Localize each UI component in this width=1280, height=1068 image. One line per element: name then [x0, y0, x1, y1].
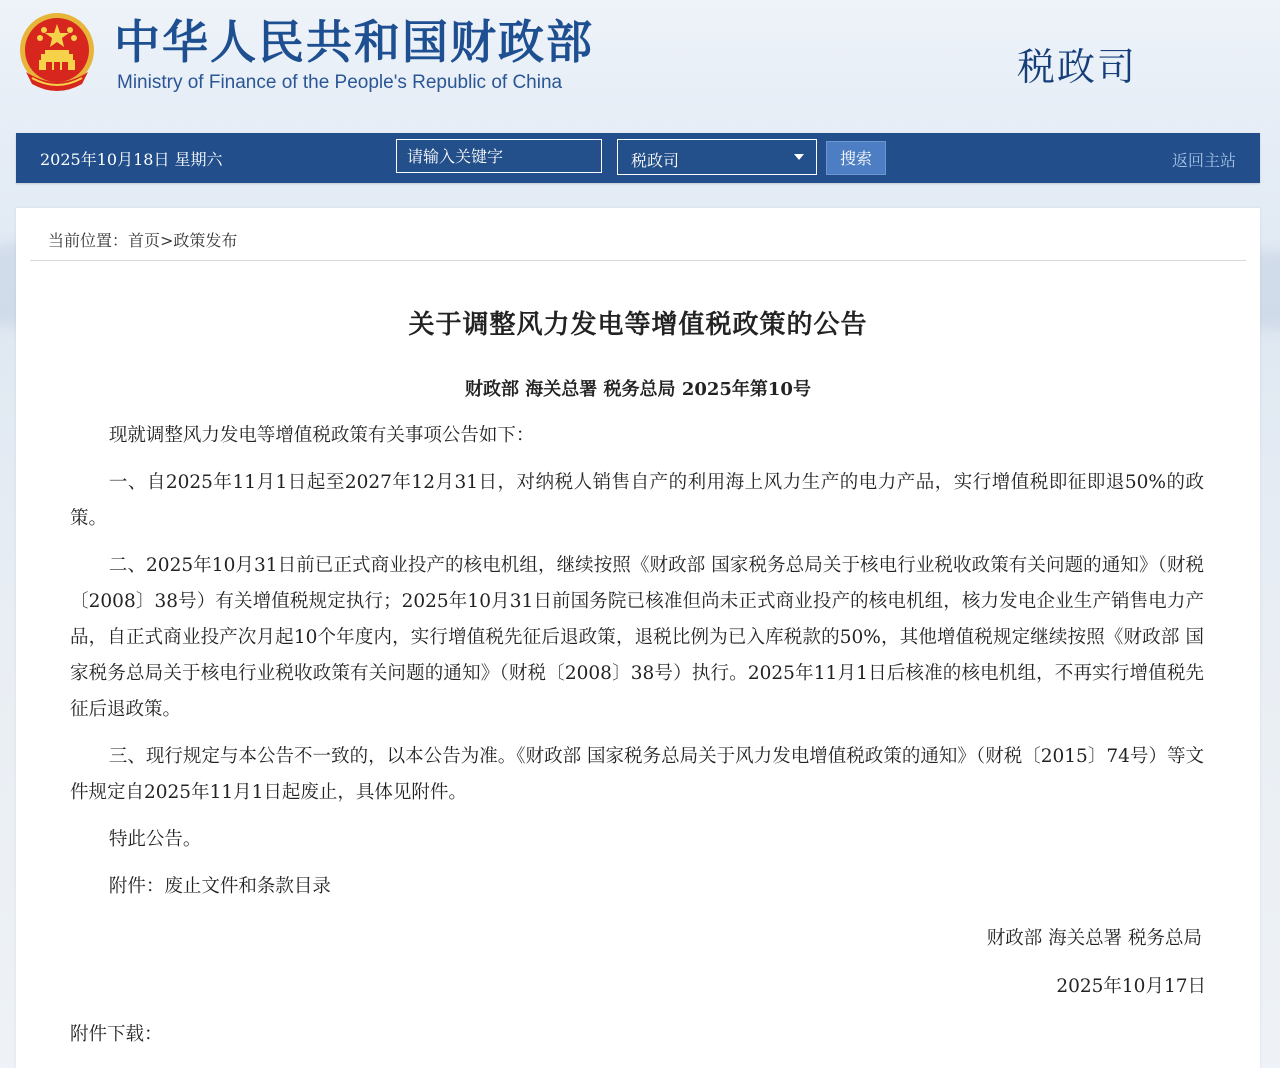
- paragraph-2: 二、2025年10月31日前已正式商业投产的核电机组，继续按照《财政部 国家税务总局关于核电行业税收政策有关问题的通知》（财税〔2008〕38号）有关增值税规定执行；2025年10月31日前国务院已核准但尚未正式商业投产的核电机组，核力发电企业生产销售电力产品，自正式商业投产次月起10个年度内，实行增值税先征后退政策，退税比例为已入库税款的50%，其他增值税规定继续按照《财政部 国家税务总局关于核电行业税收政策有关问题的通知》（财税〔2008〕38号）执行。2025年11月1日后核准的核电机组，不再实行增值税先征后退政策。: [70, 555, 1204, 720]
- search-input[interactable]: [396, 139, 602, 173]
- breadcrumb[interactable]: 当前位置：首页>政策发布: [48, 231, 238, 250]
- search-button[interactable]: 搜索: [826, 141, 886, 175]
- signature-date: 2025年10月17日: [1056, 976, 1206, 997]
- paragraph-closing: 特此公告。: [108, 829, 202, 850]
- paragraph-1: 一、自2025年11月1日起至2027年12月31日，对纳税人销售自产的利用海上风力生产的电力产品，实行增值税即征即退50%的政策。: [70, 472, 1204, 529]
- attachment-download-label: 附件下载：: [70, 1024, 163, 1045]
- site-title-en[interactable]: Ministry of Finance of the People's Republic of China: [117, 72, 563, 93]
- signature-organizations: 财政部 海关总署 税务总局: [986, 928, 1202, 949]
- navigation-bar: [16, 133, 1260, 183]
- paragraph-3: 三、现行规定与本公告不一致的，以本公告为准。《财政部 国家税务总局关于风力发电增值税政策的通知》（财税〔2015〕74号）等文件规定自2025年11月1日起废止，具体见附件。: [70, 746, 1204, 803]
- article-title: 关于调整风力发电等增值税政策的公告: [408, 310, 868, 340]
- paragraph-attachment: 附件：废止文件和条款目录: [108, 876, 331, 897]
- document-number: 财政部 海关总署 税务总局 2025年第10号: [465, 379, 811, 400]
- return-home-link[interactable]: 返回主站: [1171, 151, 1236, 170]
- site-header: [0, 0, 1280, 132]
- site-title-cn[interactable]: 中华人民共和国财政部: [114, 15, 594, 69]
- current-date: 2025年10月18日 星期六: [40, 150, 223, 169]
- article-container: [16, 208, 1260, 1068]
- search-scope-value: 税政司: [631, 151, 680, 170]
- chevron-down-icon: [794, 154, 804, 160]
- department-title: 税政司: [1017, 45, 1138, 89]
- divider: [30, 260, 1246, 261]
- search-scope-select[interactable]: [617, 139, 817, 175]
- article-body: [70, 418, 1204, 916]
- national-emblem-icon[interactable]: [18, 12, 96, 94]
- paragraph-intro: 现就调整风力发电等增值税政策有关事项公告如下：: [108, 425, 535, 446]
